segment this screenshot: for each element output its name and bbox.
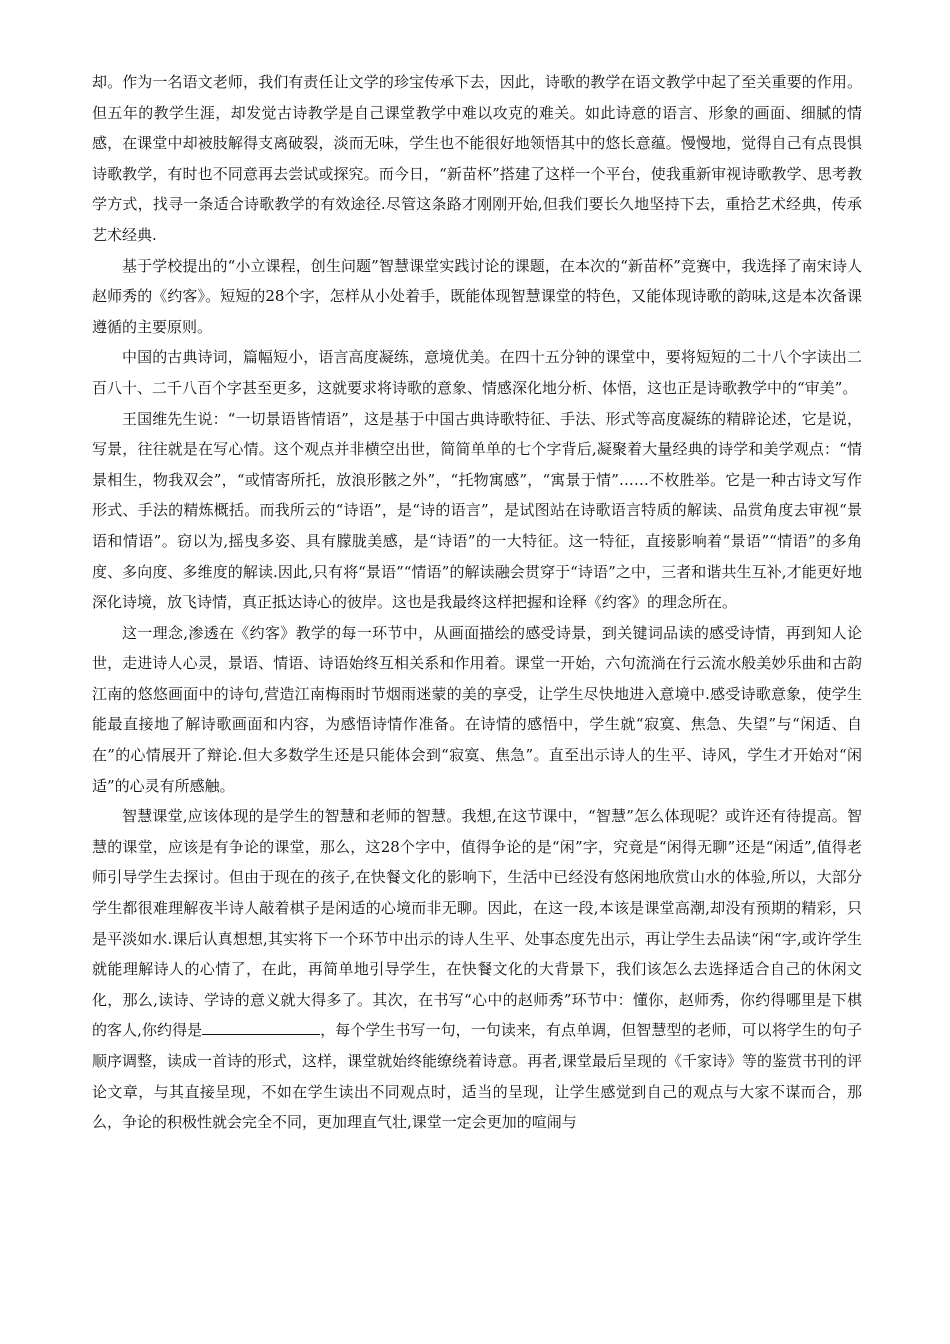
paragraph-3: 中国的古典诗词，篇幅短小，语言高度凝练，意境优美。在四十五分钟的课堂中，要将短短的二十八个字读出二百八十、二千八百个字甚至更多，这就要求将诗歌的意象、情感深化地分析、体悟，这也正是诗歌教学中的“审美”。: [92, 348, 862, 397]
fill-in-blank-line: [202, 1019, 320, 1035]
paragraph-6-part-1: 智慧课堂,应该体现的是学生的智慧和老师的智慧。我想,在这节课中，“智慧”怎么体现呢？或许还有待提高。智慧的课堂，应该是有争论的课堂，那么，这28个字中，值得争论的是“闲”字，究竟是“闲得无聊”还是“闲适”,值得老师引导学生去探讨。但由于现在的孩子,在快餐文化的影响下，生活中已经没有悠闲地欣赏山水的体验,所以，大部分学生都很难理解夜半诗人敲着棋子是闲适的心境而非无聊。因此，在这一段,本该是课堂高潮,却没有预期的精彩，只是平淡如水.课后认真想想,其实将下一个环节中出示的诗人生平、处事态度先出示，再让学生去品读“闲“字,或许学生就能理解诗人的心情了，在此，再简单地引导学生，在快餐文化的大背景下，我们该怎么去选择适合自己的休闲文化，那么,读诗、学诗的意义就大得多了。其次，在书写“心中的赵师秀”环节中：懂你，赵师秀，你约得哪里是下棋的客人,你约得是: [92, 807, 862, 1040]
paragraph-2: 基于学校提出的“小立课程，创生问题”智慧课堂实践讨论的课题，在本次的“新苗杯”竞赛中，我选择了南宋诗人赵师秀的《约客》。短短的28个字，怎样从小处着手，既能体现智慧课堂的特色，又能体现诗歌的韵味,这是本次备课遵循的主要原则。: [92, 256, 862, 336]
paragraph-1: 却。作为一名语文老师，我们有责任让文学的珍宝传承下去，因此，诗歌的教学在语文教学中起了至关重要的作用。但五年的教学生涯，却发觉古诗教学是自己课堂教学中难以攻克的难关。如此诗意的语言、形象的画面、细腻的情感，在课堂中却被肢解得支离破裂，淡而无味，学生也不能很好地领悟其中的悠长意蕴。慢慢地，觉得自己有点畏惧诗歌教学，有时也不同意再去尝试或探究。而今日，“新苗杯”搭建了这样一个平台，使我重新审视诗歌教学、思考教学方式，找寻一条适合诗歌教学的有效途径.尽管这条路才刚刚开始,但我们要长久地坚持下去，重拾艺术经典，传承艺术经典.: [92, 73, 862, 244]
paragraph-4: 王国维先生说：“一切景语皆情语”，这是基于中国古典诗歌特征、手法、形式等高度凝练的精辟论述，它是说，写景，往往就是在写心情。这个观点并非横空出世，简简单单的七个字背后,凝聚着大量经典的诗学和美学观点：“情景相生，物我双会”，“或情寄所托，放浪形骸之外”，“托物寓感”，“寓景于情”……不枚胜举。它是一种古诗文写作形式、手法的精炼概括。而我所云的“诗语”，是“诗的语言”，是试图站在诗歌语言特质的解读、品赏角度去审视“景语和情语”。窃以为,摇曳多姿、具有朦胧美感，是“诗语”的一大特征。这一特征，直接影响着“景语”“情语”的多角度、多向度、多维度的解读.因此,只有将“景语”“情语”的解读融会贯穿于“诗语”之中，三者和谐共生互补,才能更好地深化诗境，放飞诗情，真正抵达诗心的彼岸。这也是我最终这样把握和诠释《约客》的理念所在。: [92, 409, 862, 612]
paragraph-6-part-2: ，每个学生书写一句，一句读来，有点单调，但智慧型的老师，可以将学生的句子顺序调整，读成一首诗的形式，这样，课堂就始终能缭绕着诗意。再者,课堂最后呈现的《千家诗》等的鉴赏书刊的评论文章，与其直接呈现，不如在学生读出不同观点时，适当的呈现，让学生感觉到自己的观点与大家不谋而合，那么，争论的积极性就会完全不同，更加理直气壮,课堂一定会更加的喧闹与: [92, 1021, 862, 1132]
paragraph-6: [92, 801, 862, 1138]
document-page: [92, 67, 862, 1138]
paragraph-5: 这一理念,渗透在《约客》教学的每一环节中，从画面描绘的感受诗景，到关键词品读的感受诗情，再到知人论世，走进诗人心灵，景语、情语、诗语始终互相关系和作用着。课堂一开始，六句流淌在行云流水般美妙乐曲和古韵江南的悠悠画面中的诗句,营造江南梅雨时节烟雨迷蒙的美的享受，让学生尽快地进入意境中.感受诗歌意象，使学生能最直接地了解诗歌画面和内容，为感悟诗情作准备。在诗情的感悟中，学生就“寂寞、焦急、失望”与“闲适、自在”的心情展开了辩论.但大多数学生还是只能体会到“寂寞、焦急”。直至出示诗人的生平、诗风，学生才开始对“闲适”的心灵有所感触。: [92, 623, 862, 795]
